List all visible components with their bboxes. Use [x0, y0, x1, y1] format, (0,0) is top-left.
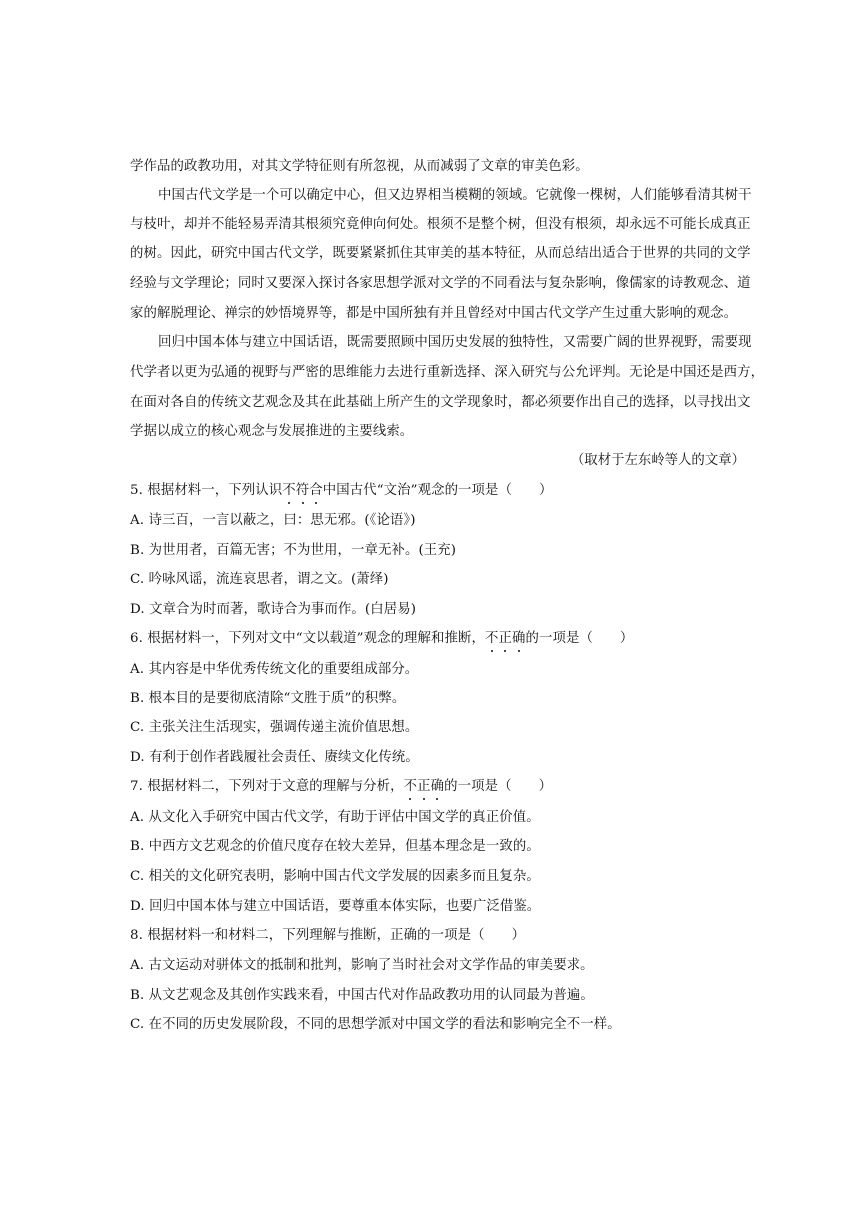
paragraph-line: 回归中国本体与建立中国话语，既需要照顾中国历史发展的独特性，又需要广阔的世界视野，需要现	[158, 335, 752, 350]
paragraph-line: 学据以成立的核心观念与发展推进的主要线索。	[130, 424, 414, 439]
emphasis-char: 符	[295, 483, 310, 498]
question-6-option-b: B. 根本目的是要彻底清除“文胜于质”的积弊。	[130, 691, 406, 706]
question-7-option-a: A. 从文化入手研究中国古代文学，有助于评估中国文学的真正价值。	[130, 810, 540, 825]
stem-text: 的一项是（ ）	[444, 779, 553, 794]
question-5-option-b: B. 为世用者，百篇无害；不为世用，一章无补。(王充)	[130, 543, 457, 558]
emphasis-char: 确	[430, 779, 445, 794]
emphasis-char: 不	[485, 631, 499, 646]
question-6-option-d: D. 有利于创作者践履社会责任、赓续文化传统。	[130, 750, 419, 765]
emphasis-char: 正	[498, 631, 512, 646]
question-5-option-a: A. 诗三百，一言以蔽之，曰：思无邪。(《论语》)	[130, 513, 416, 528]
question-5-stem	[130, 482, 750, 500]
question-8-stem: 8. 根据材料一和材料二，下列理解与推断，正确的一项是（ ）	[130, 928, 526, 943]
paragraph-line: 学作品的政教功用，对其文学特征则有所忽视，从而减弱了文章的审美色彩。	[130, 159, 589, 174]
question-5-option-d: D. 文章合为时而著，歌诗合为事而作。(白居易)	[130, 602, 417, 617]
paragraph-line: 经验与文学理论；同时又要深入探讨各家思想学派对文学的不同看法与复杂影响，像儒家的诗教观念、道	[130, 276, 751, 291]
emphasis-char: 不	[403, 779, 418, 794]
paragraph-line: 中国古代文学是一个可以确定中心，但又边界相当模糊的领域。它就像一棵树，人们能够看清其树干	[158, 188, 752, 203]
question-7-option-c: C. 相关的文化研究表明，影响中国古代文学发展的因素多而且复杂。	[130, 869, 540, 884]
question-6-option-a: A. 其内容是中华优秀传统文化的重要组成部分。	[130, 662, 419, 677]
question-7-stem	[130, 778, 750, 796]
paragraph-line: 的树。因此，研究中国古代文学，既要紧紧抓住其审美的基本特征，从而总结出适合于世界的共同的文学	[130, 246, 751, 261]
question-8-option-b: B. 从文艺观念及其创作实践来看，中国古代对作品政教功用的认同最为普遍。	[130, 988, 594, 1003]
question-7-option-d: D. 回归中国本体与建立中国话语，要尊重本体实际，也要广泛借鉴。	[130, 899, 541, 914]
stem-text: 5. 根据材料一，下列认识	[130, 483, 283, 498]
question-5-option-c: C. 吟咏风谣，流连哀思者，谓之文。(萧绎)	[130, 572, 389, 587]
emphasis-char: 不	[282, 483, 296, 498]
question-8-option-c: C. 在不同的历史发展阶段，不同的思想学派对中国文学的看法和影响完全不一样。	[130, 1017, 621, 1032]
question-6-option-c: C. 主张关注生活现实，强调传递主流价值思想。	[130, 720, 419, 735]
question-7-option-b: B. 中西方文艺观念的价值尺度存在较大差异，但基本理念是一致的。	[130, 839, 540, 854]
paragraph-line: 家的解脱理论、禅宗的妙悟境界等，都是中国所独有并且曾经对中国古代文学产生过重大影响的观念。	[130, 306, 738, 321]
paragraph-line: 与枝叶，却并不能轻易弄清其根须究竟伸向何处。根须不是整个树，但没有根须，却永远不可能长成真正	[130, 217, 751, 232]
source-note: （取材于左东岭等人的文章）	[570, 453, 745, 468]
emphasis-char: 正	[417, 779, 431, 794]
emphasis-char: 合	[309, 483, 323, 498]
paragraph-line: 代学者以更为弘通的视野与严密的思维能力去进行重新选择、深入研究与公允评判。无论是中国还是西方，	[130, 365, 765, 380]
stem-text: 6. 根据材料一，下列对文中“文以载道”观念的理解和推断，	[130, 631, 485, 646]
emphasis-char: 确	[512, 631, 526, 646]
stem-text: 中国古代“文治”观念的一项是（ ）	[322, 483, 553, 498]
question-6-stem	[130, 630, 750, 648]
paragraph-line: 在面对各自的传统文艺观念及其在此基础上所产生的文学现象时，都必须要作出自己的选择，以寻找出文	[130, 395, 751, 410]
question-8-option-a: A. 古文运动对骈体文的抵制和批判，影响了当时社会对文学作品的审美要求。	[130, 958, 594, 973]
stem-text: 的一项是（ ）	[525, 631, 634, 646]
stem-text: 7. 根据材料二，下列对于文意的理解与分析，	[130, 779, 404, 794]
